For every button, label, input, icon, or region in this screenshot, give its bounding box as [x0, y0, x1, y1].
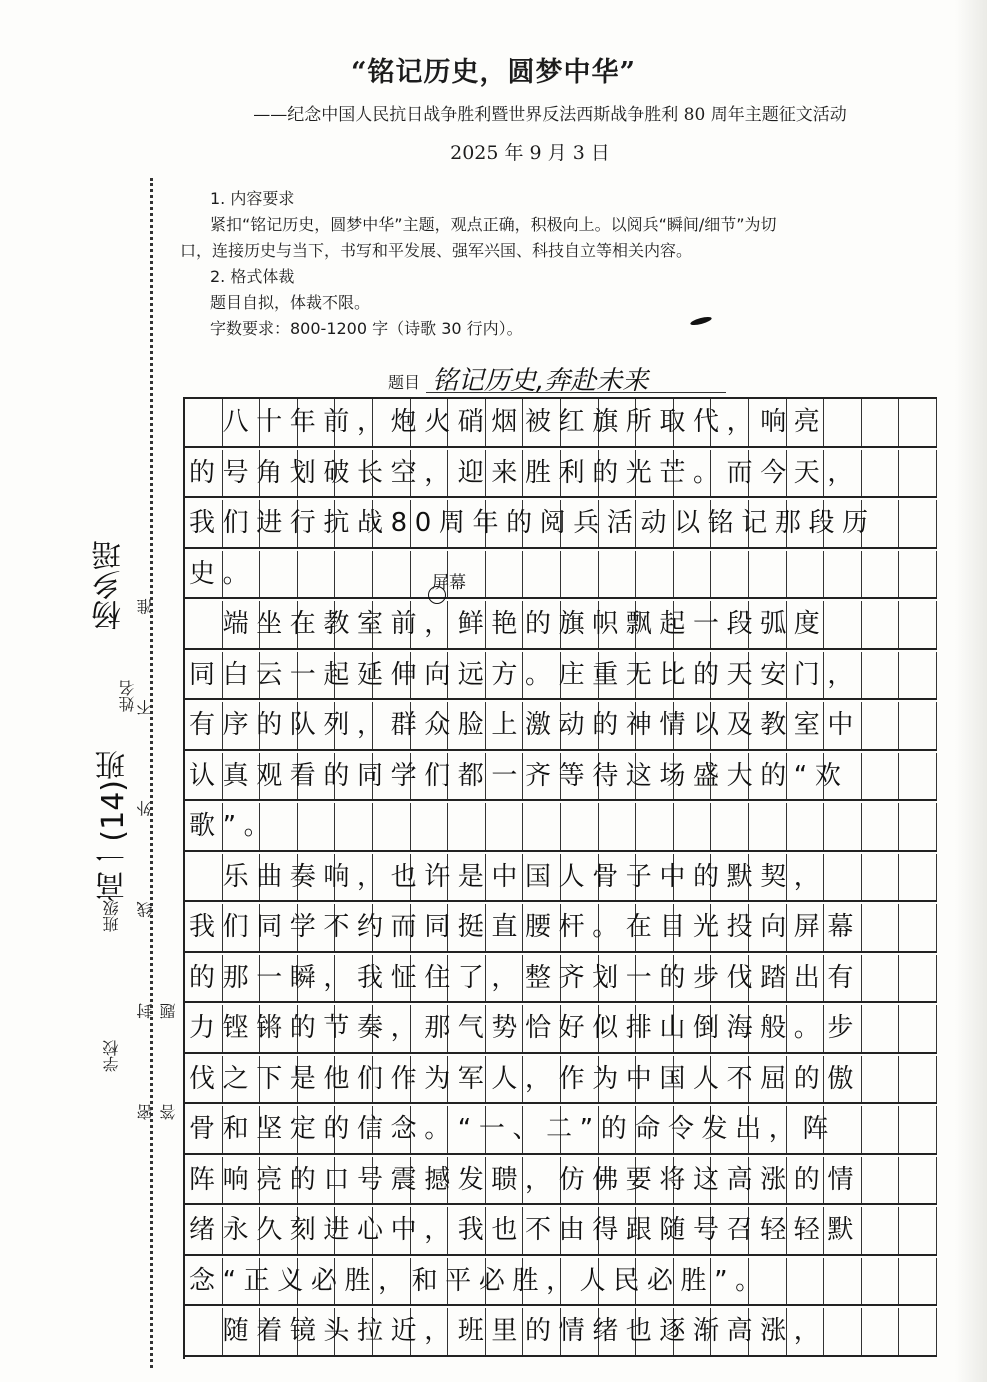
student-info-margin	[92, 540, 178, 1120]
essay-row	[185, 1005, 937, 1054]
essay-row-text: 同白云一起延伸向远方。庄重无比的天安门，	[189, 659, 862, 690]
essay-row-text: 伐之下是他们作为军人，作为中国人不屈的傲	[189, 1063, 862, 1094]
essay-row-text: 的那一瞬，我怔住了，整齐划一的步伐踏出有	[189, 962, 862, 993]
essay-row	[185, 702, 937, 751]
essay-row	[185, 803, 937, 852]
essay-row	[185, 450, 937, 499]
name-value: 杨乡瑶	[92, 540, 127, 630]
essay-row	[185, 1157, 937, 1206]
req-content-line2: 口，连接历史与当下，书写和平发展、强军兴国、科技自立等相关内容。	[180, 241, 693, 260]
essay-row	[185, 1207, 937, 1256]
essay-row	[185, 1308, 937, 1357]
correction-circle	[428, 586, 446, 604]
seal-warning: 密 封 线 外 不 准 答 题	[136, 558, 178, 1120]
page-subtitle: ——纪念中国人民抗日战争胜利暨世界反法西斯战争胜利 80 周年主题征文活动	[253, 105, 847, 125]
essay-row-text: 八十年前，炮火硝烟被红旗所取代，响亮	[189, 407, 828, 437]
essay-row	[185, 399, 937, 448]
essay-row	[185, 854, 937, 903]
req-wordcount-line: 字数要求：800-1200 字（诗歌 30 行内）。	[210, 319, 523, 338]
page-title: “铭记历史，圆梦中华”	[350, 57, 637, 88]
essay-row	[185, 955, 937, 1004]
page-date: 2025 年 9 月 3 日	[450, 142, 610, 164]
topic-label: 题目	[388, 373, 421, 392]
req-content-line1: 紧扣“铭记历史，圆梦中华”主题，观点正确，积极向上。以阅兵“瞬间/细节”为切	[210, 215, 777, 234]
requirements-block	[180, 186, 920, 342]
essay-row-text: 的号角划破长空，迎来胜利的光芒。而今天，	[189, 457, 862, 488]
essay-row-text: 随着镜头拉近，班里的情绪也逐渐高涨，	[189, 1316, 828, 1346]
page-edge	[955, 0, 987, 1382]
name-label: 姓名	[118, 680, 137, 712]
school-label: 学校	[102, 1040, 121, 1072]
essay-row-text: 乐曲奏响，也许是中国人骨子中的默契，	[189, 861, 828, 892]
essay-row	[185, 1056, 937, 1105]
class-value: 高一(14)班	[96, 750, 131, 902]
essay-row	[185, 1106, 937, 1155]
essay-row-text: 认真观看的同学们都一齐等待这场盛大的“欢	[189, 760, 849, 791]
essay-row-text: 念“正义必胜，和平必胜，人民必胜”。	[189, 1265, 769, 1296]
essay-row	[185, 1258, 937, 1307]
topic-value: 铭记历史,奔赴未来	[432, 366, 649, 396]
req-format-line: 题目自拟，体裁不限。	[210, 293, 371, 312]
essay-grid	[183, 397, 937, 1359]
essay-row	[185, 753, 937, 802]
essay-row-text: 骨和坚定的信念。“一、二”的命令发出，阵	[189, 1114, 836, 1144]
essay-row	[185, 551, 937, 600]
essay-row-text: 绪永久刻进心中，我也不由得跟随号召轻轻默	[189, 1215, 862, 1245]
essay-row	[185, 904, 937, 953]
essay-row-text: 史。	[189, 558, 257, 589]
essay-row-text: 阵响亮的口号震撼发聩，仿佛要将这高涨的情	[189, 1164, 862, 1195]
essay-row-text: 有序的队列，群众脸上激动的神情以及教室中	[189, 710, 862, 740]
req-heading-format: 2. 格式体裁	[210, 267, 295, 286]
essay-row-text: 端坐在教室前，鲜艳的旗帜飘起一段弧度	[189, 609, 828, 639]
req-heading-content: 1. 内容要求	[210, 189, 295, 208]
essay-row	[185, 652, 937, 701]
correction-note: 屏幕	[432, 573, 466, 593]
essay-row-text: 力铿锵的节奏，那气势恰好似排山倒海般。步	[189, 1013, 862, 1043]
topic-row	[388, 362, 748, 396]
essay-row-text: 我们进行抗战80周年的阅兵活动以铭记那段历	[189, 508, 876, 538]
essay-row-text: 我们同学不约而同挺直腰杆。在目光投向屏幕	[189, 912, 862, 942]
class-label: 班级	[102, 900, 121, 932]
essay-row	[185, 601, 937, 650]
essay-row	[185, 500, 937, 549]
essay-row-text: 歌”。	[189, 811, 278, 841]
